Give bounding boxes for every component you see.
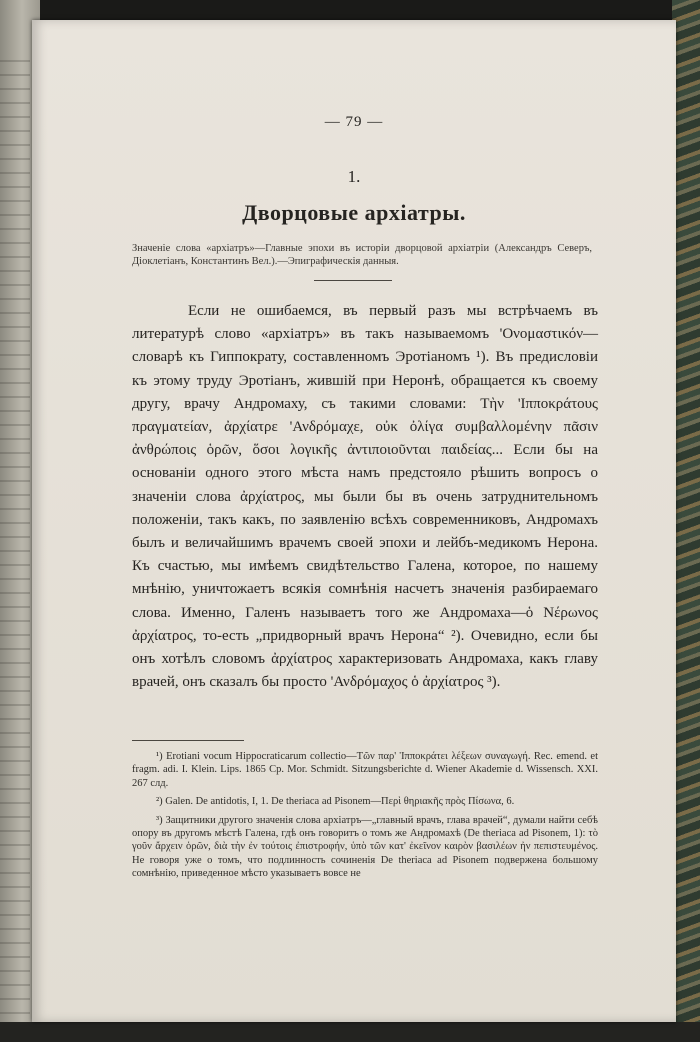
book-page	[32, 20, 676, 1022]
chapter-subtitle: Значеніе слова «архіатръ»—Главные эпохи въ исторіи дворцовой архіатріи (Александръ Северъ, Діоклетіанъ, Константинъ Вел.).—Эпиграфическія данныя.	[132, 243, 592, 267]
main-text	[132, 300, 598, 694]
adjacent-page-text	[0, 60, 30, 1020]
chapter-title: Дворцовые архіатры.	[242, 200, 466, 225]
body-paragraph: Если не ошибаемся, въ первый разъ мы встрѣчаемъ въ литературѣ слово «архіатръ» въ такъ называемомъ 'Ονομαστικόν—словарѣ къ Гиппократу, составленномъ Эротіаномъ ¹). Въ предисловіи къ этому труду Эротіанъ, жившій при Неронѣ, обращается къ своему другу, врачу Андромаху, съ такими словами: Τὴν 'Ιπποκράτους πραγματείαν, ἀρχίατρε 'Ανδρόμαχε, οὐκ ὀλίγα συμβαλλομένην πᾶσιν ἀνθρώποις ὁρῶν, ὅσοι λογικῆς ἀντιποιοῦνται παιδείας... Если бы на основаніи одного этого мѣста намъ предстояло рѣшить вопросъ о значеніи слова ἀρχίατρος, мы были бы въ очень затруднительномъ положеніи, такъ какъ, по заявленію всѣхъ современниковъ, Андромахъ былъ и величайшимъ врачемъ своей эпохи и лейбъ-медикомъ Нерона. Къ счастью, мы имѣемъ свидѣтельство Галена, которое, по нашему мнѣнію, уничтожаетъ всякія сомнѣнія насчетъ значенія разбираемаго слова. Именно, Галенъ называетъ того же Андромаха—ὁ Νέρωνος ἀρχίατρος, то-есть „придворный врачъ Нерона“ ²). Очевидно, если бы онъ хотѣлъ словомъ ἀρχίατρος характеризовать Андромаха, какъ главу врачей, онъ сказалъ бы просто 'Ανδρόμαχος ὁ ἀρχίατρος ³).	[132, 303, 598, 691]
page-number: — 79 —	[324, 114, 384, 130]
footnotes	[132, 750, 598, 886]
footnote-1: ¹) Erotiani vocum Hippocraticarum collectio—Τῶν παρ' Ἱπποκράτει λέξεων συναγωγή. Rec. emend. et fragm. adi. I. Klein. Lips. 1865 Cp. Mor. Schmidt. Sitzungsberichte d. Wiener Akademie d. Wissensch. XXI. 267 слд.	[132, 751, 598, 789]
footnote-divider	[132, 740, 244, 741]
book-cover-edge	[672, 0, 700, 1042]
footnote-2: ²) Galen. De antidotis, I, 1. De theriaca ad Pisonem—Περὶ θηριακῆς πρὸς Πίσωνα, 6.	[156, 796, 515, 808]
background-bottom	[0, 1022, 700, 1042]
section-number: 1.	[347, 167, 361, 186]
footnote-3: ³) Защитники другого значенія слова архіатръ—„главный врачъ, глава врачей“, думали найти себѣ опору въ другомъ мѣстѣ Галена, гдѣ онъ говоритъ о томъ же Андромахѣ (De theriaca ad Pisonem, 1): τὸ γοῦν ἄρχειν ὁρῶν, διὰ τὴν ἐν τούτοις ἐπιστροφήν, ὑπὸ τῶν κατ' ἐκεῖνον καιρὸν βασιλέων ἠν πεπιστευμένος. Не говоря уже о томъ, что подлинность сочиненія De theriaca ad Pisonem подвержена большому сомнѣнію, приведенное мѣсто указываетъ вовсе не	[132, 814, 598, 880]
section-divider	[314, 280, 392, 281]
